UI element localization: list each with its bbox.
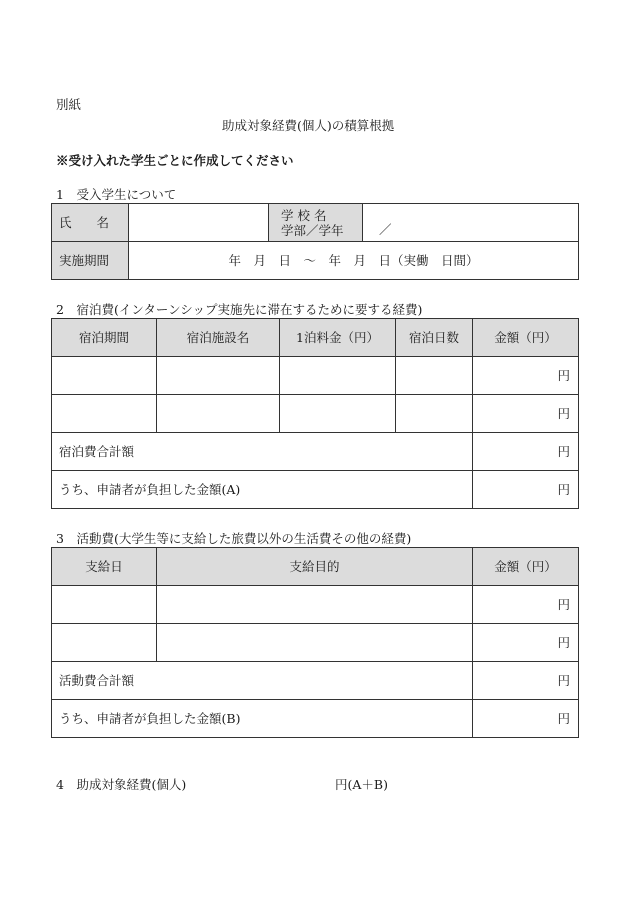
- activity-header-purpose: 支給目的: [157, 548, 473, 586]
- lodging-period-field[interactable]: [52, 395, 157, 433]
- lodging-nights-field[interactable]: [396, 395, 473, 433]
- lodging-applicant-label: うち、申請者が負担した金額(A): [52, 471, 473, 509]
- activity-header-date: 支給日: [52, 548, 157, 586]
- yen-unit: 円: [557, 597, 570, 612]
- school-label-cell: [269, 204, 363, 242]
- yen-unit: 円: [557, 482, 570, 497]
- name-label-cell: [52, 204, 129, 242]
- document-title: 助成対象経費(個人)の積算根拠: [222, 118, 395, 133]
- lodging-facility-field[interactable]: [157, 357, 280, 395]
- section4-heading: 4 助成対象経費(個人): [56, 777, 187, 792]
- lodging-rate-field[interactable]: [280, 357, 396, 395]
- period-value: 年 月 日 ～ 年 月 日（実働 日間）: [228, 253, 479, 268]
- lodging-nights-field[interactable]: [396, 357, 473, 395]
- section4-value[interactable]: 円(A＋B): [335, 777, 388, 792]
- lodging-total-field[interactable]: [473, 433, 579, 471]
- lodging-row: [52, 357, 579, 395]
- activity-purpose-field[interactable]: [157, 624, 473, 662]
- lodging-header-rate: 1泊料金（円）: [280, 319, 396, 357]
- period-field[interactable]: [129, 242, 579, 280]
- school-slash: ／: [379, 222, 392, 237]
- lodging-applicant-field[interactable]: [473, 471, 579, 509]
- student-info-table: [51, 203, 579, 280]
- activity-purpose-field[interactable]: [157, 586, 473, 624]
- activity-applicant-field[interactable]: [473, 700, 579, 738]
- lodging-table: [51, 318, 579, 509]
- lodging-rate-field[interactable]: [280, 395, 396, 433]
- attachment-label: 別紙: [56, 97, 82, 112]
- yen-unit: 円: [557, 673, 570, 688]
- period-label-cell: [52, 242, 129, 280]
- activity-applicant-label: うち、申請者が負担した金額(B): [52, 700, 473, 738]
- activity-date-field[interactable]: [52, 624, 157, 662]
- lodging-total-label: 宿泊費合計額: [52, 433, 473, 471]
- yen-unit: 円: [557, 635, 570, 650]
- lodging-header-nights: 宿泊日数: [396, 319, 473, 357]
- lodging-facility-field[interactable]: [157, 395, 280, 433]
- section1-heading: 1 受入学生について: [56, 187, 177, 202]
- name-label: 氏 名: [59, 215, 110, 230]
- activity-row: [52, 586, 579, 624]
- activity-table: [51, 547, 579, 738]
- activity-total-label: 活動費合計額: [52, 662, 473, 700]
- yen-unit: 円: [557, 368, 570, 383]
- activity-total-field[interactable]: [473, 662, 579, 700]
- lodging-header-period: 宿泊期間: [52, 319, 157, 357]
- period-label: 実施期間: [59, 253, 110, 268]
- activity-date-field[interactable]: [52, 586, 157, 624]
- school-field[interactable]: [363, 204, 579, 242]
- lodging-amount-field[interactable]: [473, 395, 579, 433]
- lodging-row: [52, 395, 579, 433]
- name-field[interactable]: [129, 204, 269, 242]
- activity-amount-field[interactable]: [473, 586, 579, 624]
- yen-unit: 円: [557, 444, 570, 459]
- lodging-amount-field[interactable]: [473, 357, 579, 395]
- lodging-period-field[interactable]: [52, 357, 157, 395]
- school-label-line2: 学部／学年: [281, 222, 344, 238]
- yen-unit: 円: [557, 406, 570, 421]
- lodging-header-facility: 宿泊施設名: [157, 319, 280, 357]
- activity-header-amount: 金額（円）: [473, 548, 579, 586]
- section2-heading: 2 宿泊費(インターンシップ実施先に滞在するために要する経費): [56, 302, 423, 317]
- activity-row: [52, 624, 579, 662]
- school-label-line1: 学 校 名: [281, 207, 327, 223]
- lodging-header-amount: 金額（円）: [473, 319, 579, 357]
- yen-unit: 円: [557, 711, 570, 726]
- section3-heading: 3 活動費(大学生等に支給した旅費以外の生活費その他の経費): [56, 531, 412, 546]
- instruction-note: ※受け入れた学生ごとに作成してください: [56, 153, 294, 168]
- activity-amount-field[interactable]: [473, 624, 579, 662]
